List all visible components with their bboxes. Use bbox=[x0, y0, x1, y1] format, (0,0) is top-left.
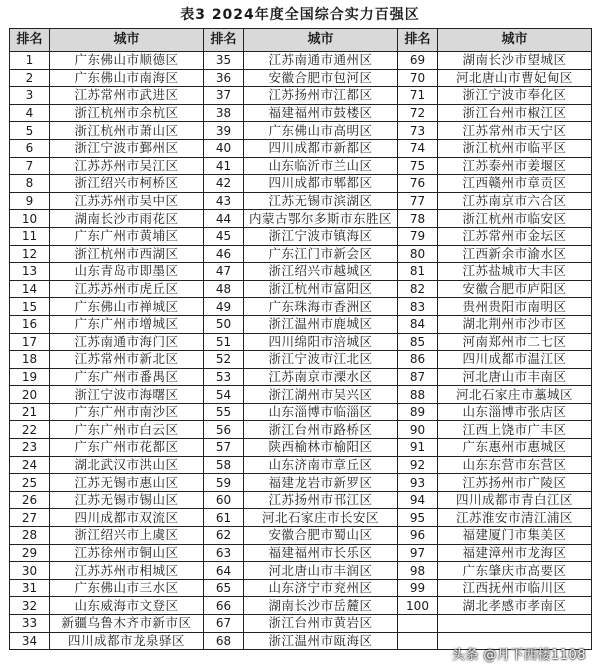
rank-cell: 30 bbox=[10, 562, 50, 580]
rank-cell: 86 bbox=[398, 351, 438, 369]
city-cell: 河北唐山市丰润区 bbox=[244, 562, 398, 580]
city-cell: 浙江杭州市富阳区 bbox=[244, 280, 398, 298]
rank-cell: 11 bbox=[10, 227, 50, 245]
city-cell bbox=[438, 615, 592, 633]
city-cell: 福建漳州市龙海区 bbox=[438, 544, 592, 562]
rank-cell: 71 bbox=[398, 87, 438, 105]
rank-cell: 1 bbox=[10, 52, 50, 70]
table-row bbox=[10, 280, 592, 298]
table-row bbox=[10, 69, 592, 87]
rank-cell: 36 bbox=[204, 69, 244, 87]
city-cell: 浙江宁波市鄞州区 bbox=[50, 139, 204, 157]
table-row bbox=[10, 227, 592, 245]
header-city-3: 城市 bbox=[438, 29, 592, 52]
city-cell: 广东广州市花都区 bbox=[50, 439, 204, 457]
city-cell: 浙江温州市鹿城区 bbox=[244, 315, 398, 333]
rank-cell: 85 bbox=[398, 333, 438, 351]
rank-cell: 6 bbox=[10, 139, 50, 157]
city-cell: 浙江杭州市临平区 bbox=[438, 139, 592, 157]
rank-cell: 34 bbox=[10, 632, 50, 650]
city-cell: 江苏扬州市江都区 bbox=[244, 87, 398, 105]
city-cell: 江苏苏州市相城区 bbox=[50, 562, 204, 580]
city-cell: 安徽合肥市庐阳区 bbox=[438, 280, 592, 298]
rank-cell: 10 bbox=[10, 210, 50, 228]
rank-cell: 17 bbox=[10, 333, 50, 351]
rank-cell: 93 bbox=[398, 474, 438, 492]
rank-cell: 80 bbox=[398, 245, 438, 263]
header-city-1: 城市 bbox=[50, 29, 204, 52]
watermark: 头条 @月下西楼1108 bbox=[451, 648, 586, 663]
rank-cell: 33 bbox=[10, 615, 50, 633]
city-cell: 浙江宁波市海曙区 bbox=[50, 386, 204, 404]
rank-cell: 4 bbox=[10, 104, 50, 122]
city-cell: 广东广州市白云区 bbox=[50, 421, 204, 439]
rank-cell: 81 bbox=[398, 263, 438, 281]
city-cell: 江西赣州市章贡区 bbox=[438, 175, 592, 193]
city-cell: 湖北孝感市孝南区 bbox=[438, 597, 592, 615]
rank-cell: 48 bbox=[204, 280, 244, 298]
city-cell: 浙江温州市瓯海区 bbox=[244, 632, 398, 650]
table-row bbox=[10, 597, 592, 615]
city-cell: 山东威海市文登区 bbox=[50, 597, 204, 615]
city-cell: 广东佛山市顺德区 bbox=[50, 52, 204, 70]
city-cell: 河北唐山市丰南区 bbox=[438, 368, 592, 386]
table-row bbox=[10, 403, 592, 421]
city-cell: 广东佛山市三水区 bbox=[50, 579, 204, 597]
table-row bbox=[10, 562, 592, 580]
table-row bbox=[10, 210, 592, 228]
city-cell: 浙江杭州市临安区 bbox=[438, 210, 592, 228]
table-row bbox=[10, 615, 592, 633]
rank-cell: 79 bbox=[398, 227, 438, 245]
city-cell: 江苏无锡市滨湖区 bbox=[244, 192, 398, 210]
city-cell: 浙江宁波市江北区 bbox=[244, 351, 398, 369]
rank-cell: 64 bbox=[204, 562, 244, 580]
table-row bbox=[10, 263, 592, 281]
rank-cell: 3 bbox=[10, 87, 50, 105]
city-cell: 贵州贵阳市南明区 bbox=[438, 298, 592, 316]
city-cell: 江苏泰州市姜堰区 bbox=[438, 157, 592, 175]
rank-cell: 28 bbox=[10, 527, 50, 545]
table-row bbox=[10, 104, 592, 122]
city-cell: 山东淄博市临淄区 bbox=[244, 403, 398, 421]
rank-cell: 100 bbox=[398, 597, 438, 615]
city-cell: 江苏南通市海门区 bbox=[50, 333, 204, 351]
city-cell: 江苏扬州市邗江区 bbox=[244, 491, 398, 509]
city-cell: 江苏苏州市吴江区 bbox=[50, 157, 204, 175]
city-cell: 四川成都市温江区 bbox=[438, 351, 592, 369]
rank-cell: 32 bbox=[10, 597, 50, 615]
table-row bbox=[10, 245, 592, 263]
table-row bbox=[10, 456, 592, 474]
rank-cell: 77 bbox=[398, 192, 438, 210]
city-cell: 江苏常州市武进区 bbox=[50, 87, 204, 105]
rank-cell: 61 bbox=[204, 509, 244, 527]
rank-cell: 72 bbox=[398, 104, 438, 122]
rank-cell: 21 bbox=[10, 403, 50, 421]
rank-cell: 88 bbox=[398, 386, 438, 404]
city-cell: 福建福州市鼓楼区 bbox=[244, 104, 398, 122]
rank-cell: 75 bbox=[398, 157, 438, 175]
rank-cell: 60 bbox=[204, 491, 244, 509]
city-cell: 江苏无锡市惠山区 bbox=[50, 474, 204, 492]
rank-cell: 40 bbox=[204, 139, 244, 157]
rank-cell: 65 bbox=[204, 579, 244, 597]
rank-cell: 2 bbox=[10, 69, 50, 87]
city-cell: 浙江台州市椒江区 bbox=[438, 104, 592, 122]
city-cell: 河北石家庄市长安区 bbox=[244, 509, 398, 527]
rank-cell: 9 bbox=[10, 192, 50, 210]
city-cell: 广东广州市黄埔区 bbox=[50, 227, 204, 245]
city-cell: 四川成都市新都区 bbox=[244, 139, 398, 157]
rank-cell: 47 bbox=[204, 263, 244, 281]
rank-cell: 92 bbox=[398, 456, 438, 474]
city-cell: 广东江门市新会区 bbox=[244, 245, 398, 263]
city-cell: 湖北武汉市洪山区 bbox=[50, 456, 204, 474]
city-cell: 浙江杭州市西湖区 bbox=[50, 245, 204, 263]
city-cell: 广东珠海市香洲区 bbox=[244, 298, 398, 316]
city-cell: 福建福州市长乐区 bbox=[244, 544, 398, 562]
rank-cell: 56 bbox=[204, 421, 244, 439]
city-cell: 四川成都市青白江区 bbox=[438, 491, 592, 509]
table-header-row bbox=[10, 29, 592, 52]
table-row bbox=[10, 386, 592, 404]
rank-cell: 39 bbox=[204, 122, 244, 140]
city-cell: 江苏苏州市吴中区 bbox=[50, 192, 204, 210]
rank-cell: 20 bbox=[10, 386, 50, 404]
city-cell: 江苏扬州市广陵区 bbox=[438, 474, 592, 492]
rank-cell: 42 bbox=[204, 175, 244, 193]
rank-cell: 83 bbox=[398, 298, 438, 316]
rank-cell: 45 bbox=[204, 227, 244, 245]
city-cell: 山东东营市东营区 bbox=[438, 456, 592, 474]
city-cell: 浙江宁波市奉化区 bbox=[438, 87, 592, 105]
table-row bbox=[10, 351, 592, 369]
ranking-table bbox=[9, 28, 592, 650]
table-row bbox=[10, 122, 592, 140]
rank-cell: 58 bbox=[204, 456, 244, 474]
rank-cell: 91 bbox=[398, 439, 438, 457]
city-cell: 新疆乌鲁木齐市新市区 bbox=[50, 615, 204, 633]
rank-cell: 78 bbox=[398, 210, 438, 228]
city-cell: 江苏南京市溧水区 bbox=[244, 368, 398, 386]
city-cell: 江苏常州市新北区 bbox=[50, 351, 204, 369]
city-cell: 广东广州市番禺区 bbox=[50, 368, 204, 386]
rank-cell: 31 bbox=[10, 579, 50, 597]
city-cell: 江西抚州市临川区 bbox=[438, 579, 592, 597]
rank-cell: 44 bbox=[204, 210, 244, 228]
rank-cell: 26 bbox=[10, 491, 50, 509]
table-title: 表3 2024年度全国综合实力百强区 bbox=[180, 7, 420, 23]
table-row bbox=[10, 474, 592, 492]
rank-cell: 89 bbox=[398, 403, 438, 421]
rank-cell: 16 bbox=[10, 315, 50, 333]
city-cell: 浙江绍兴市柯桥区 bbox=[50, 175, 204, 193]
city-cell: 浙江绍兴市越城区 bbox=[244, 263, 398, 281]
table-row bbox=[10, 157, 592, 175]
rank-cell bbox=[398, 615, 438, 633]
city-cell: 江苏苏州市虎丘区 bbox=[50, 280, 204, 298]
city-cell: 浙江湖州市吴兴区 bbox=[244, 386, 398, 404]
city-cell: 浙江台州市路桥区 bbox=[244, 421, 398, 439]
city-cell: 湖北荆州市沙市区 bbox=[438, 315, 592, 333]
city-cell: 安徽合肥市包河区 bbox=[244, 69, 398, 87]
rank-cell: 99 bbox=[398, 579, 438, 597]
rank-cell: 50 bbox=[204, 315, 244, 333]
city-cell: 江苏常州市天宁区 bbox=[438, 122, 592, 140]
city-cell: 陕西榆林市榆阳区 bbox=[244, 439, 398, 457]
table-row bbox=[10, 315, 592, 333]
rank-cell: 90 bbox=[398, 421, 438, 439]
city-cell: 四川成都市双流区 bbox=[50, 509, 204, 527]
header-city-2: 城市 bbox=[244, 29, 398, 52]
city-cell: 浙江绍兴市上虞区 bbox=[50, 527, 204, 545]
rank-cell: 25 bbox=[10, 474, 50, 492]
rank-cell: 97 bbox=[398, 544, 438, 562]
city-cell: 湖南长沙市望城区 bbox=[438, 52, 592, 70]
rank-cell: 8 bbox=[10, 175, 50, 193]
city-cell: 江苏南通市通州区 bbox=[244, 52, 398, 70]
rank-cell: 98 bbox=[398, 562, 438, 580]
table-row bbox=[10, 544, 592, 562]
rank-cell: 12 bbox=[10, 245, 50, 263]
rank-cell: 87 bbox=[398, 368, 438, 386]
city-cell: 四川成都市龙泉驿区 bbox=[50, 632, 204, 650]
rank-cell: 73 bbox=[398, 122, 438, 140]
rank-cell: 41 bbox=[204, 157, 244, 175]
rank-cell: 29 bbox=[10, 544, 50, 562]
table-row bbox=[10, 439, 592, 457]
city-cell: 广东广州市南沙区 bbox=[50, 403, 204, 421]
city-cell: 山东临沂市兰山区 bbox=[244, 157, 398, 175]
city-cell: 江苏无锡市锡山区 bbox=[50, 491, 204, 509]
city-cell: 山东济南市章丘区 bbox=[244, 456, 398, 474]
header-rank-1: 排名 bbox=[10, 29, 50, 52]
header-rank-3: 排名 bbox=[398, 29, 438, 52]
table-row bbox=[10, 52, 592, 70]
rank-cell: 95 bbox=[398, 509, 438, 527]
city-cell: 四川成都市郫都区 bbox=[244, 175, 398, 193]
table-row bbox=[10, 192, 592, 210]
city-cell: 广东广州市增城区 bbox=[50, 315, 204, 333]
rank-cell: 55 bbox=[204, 403, 244, 421]
rank-cell: 67 bbox=[204, 615, 244, 633]
city-cell: 浙江杭州市萧山区 bbox=[50, 122, 204, 140]
header-rank-2: 排名 bbox=[204, 29, 244, 52]
table-row bbox=[10, 175, 592, 193]
rank-cell: 57 bbox=[204, 439, 244, 457]
table-row bbox=[10, 491, 592, 509]
rank-cell: 62 bbox=[204, 527, 244, 545]
rank-cell: 84 bbox=[398, 315, 438, 333]
table-row bbox=[10, 368, 592, 386]
rank-cell bbox=[398, 632, 438, 650]
rank-cell: 19 bbox=[10, 368, 50, 386]
city-cell: 江西新余市渝水区 bbox=[438, 245, 592, 263]
city-cell: 广东佛山市禅城区 bbox=[50, 298, 204, 316]
city-cell: 山东青岛市即墨区 bbox=[50, 263, 204, 281]
rank-cell: 63 bbox=[204, 544, 244, 562]
city-cell: 内蒙古鄂尔多斯市东胜区 bbox=[244, 210, 398, 228]
rank-cell: 82 bbox=[398, 280, 438, 298]
rank-cell: 24 bbox=[10, 456, 50, 474]
city-cell: 山东济宁市兖州区 bbox=[244, 579, 398, 597]
city-cell: 福建厦门市集美区 bbox=[438, 527, 592, 545]
table-row bbox=[10, 579, 592, 597]
city-cell: 江苏南京市六合区 bbox=[438, 192, 592, 210]
rank-cell: 96 bbox=[398, 527, 438, 545]
rank-cell: 94 bbox=[398, 491, 438, 509]
city-cell: 浙江宁波市镇海区 bbox=[244, 227, 398, 245]
city-cell: 广东佛山市高明区 bbox=[244, 122, 398, 140]
rank-cell: 5 bbox=[10, 122, 50, 140]
rank-cell: 49 bbox=[204, 298, 244, 316]
rank-cell: 68 bbox=[204, 632, 244, 650]
rank-cell: 18 bbox=[10, 351, 50, 369]
rank-cell: 66 bbox=[204, 597, 244, 615]
rank-cell: 14 bbox=[10, 280, 50, 298]
city-cell: 江苏常州市金坛区 bbox=[438, 227, 592, 245]
city-cell: 广东佛山市南海区 bbox=[50, 69, 204, 87]
table-row bbox=[10, 527, 592, 545]
rank-cell: 53 bbox=[204, 368, 244, 386]
city-cell: 山东淄博市张店区 bbox=[438, 403, 592, 421]
rank-cell: 52 bbox=[204, 351, 244, 369]
table-row bbox=[10, 333, 592, 351]
city-cell: 江苏徐州市铜山区 bbox=[50, 544, 204, 562]
city-cell: 江苏盐城市大丰区 bbox=[438, 263, 592, 281]
rank-cell: 51 bbox=[204, 333, 244, 351]
city-cell: 安徽合肥市蜀山区 bbox=[244, 527, 398, 545]
rank-cell: 7 bbox=[10, 157, 50, 175]
city-cell: 广东惠州市惠城区 bbox=[438, 439, 592, 457]
rank-cell: 70 bbox=[398, 69, 438, 87]
rank-cell: 74 bbox=[398, 139, 438, 157]
rank-cell: 76 bbox=[398, 175, 438, 193]
city-cell: 湖南长沙市岳麓区 bbox=[244, 597, 398, 615]
rank-cell: 46 bbox=[204, 245, 244, 263]
rank-cell: 69 bbox=[398, 52, 438, 70]
rank-cell: 15 bbox=[10, 298, 50, 316]
rank-cell: 27 bbox=[10, 509, 50, 527]
table-row bbox=[10, 87, 592, 105]
rank-cell: 23 bbox=[10, 439, 50, 457]
rank-cell: 22 bbox=[10, 421, 50, 439]
city-cell: 河北石家庄市藁城区 bbox=[438, 386, 592, 404]
city-cell: 湖南长沙市雨花区 bbox=[50, 210, 204, 228]
rank-cell: 59 bbox=[204, 474, 244, 492]
city-cell: 四川绵阳市涪城区 bbox=[244, 333, 398, 351]
rank-cell: 35 bbox=[204, 52, 244, 70]
city-cell: 广东肇庆市高要区 bbox=[438, 562, 592, 580]
city-cell: 浙江杭州市余杭区 bbox=[50, 104, 204, 122]
city-cell: 浙江台州市黄岩区 bbox=[244, 615, 398, 633]
rank-cell: 38 bbox=[204, 104, 244, 122]
city-cell: 河南郑州市二七区 bbox=[438, 333, 592, 351]
city-cell: 福建龙岩市新罗区 bbox=[244, 474, 398, 492]
rank-cell: 54 bbox=[204, 386, 244, 404]
city-cell: 江西上饶市广丰区 bbox=[438, 421, 592, 439]
city-cell: 江苏淮安市清江浦区 bbox=[438, 509, 592, 527]
table-row bbox=[10, 139, 592, 157]
rank-cell: 13 bbox=[10, 263, 50, 281]
rank-cell: 37 bbox=[204, 87, 244, 105]
table-row bbox=[10, 509, 592, 527]
table-row bbox=[10, 298, 592, 316]
rank-cell: 43 bbox=[204, 192, 244, 210]
table-row bbox=[10, 421, 592, 439]
city-cell: 河北唐山市曹妃甸区 bbox=[438, 69, 592, 87]
